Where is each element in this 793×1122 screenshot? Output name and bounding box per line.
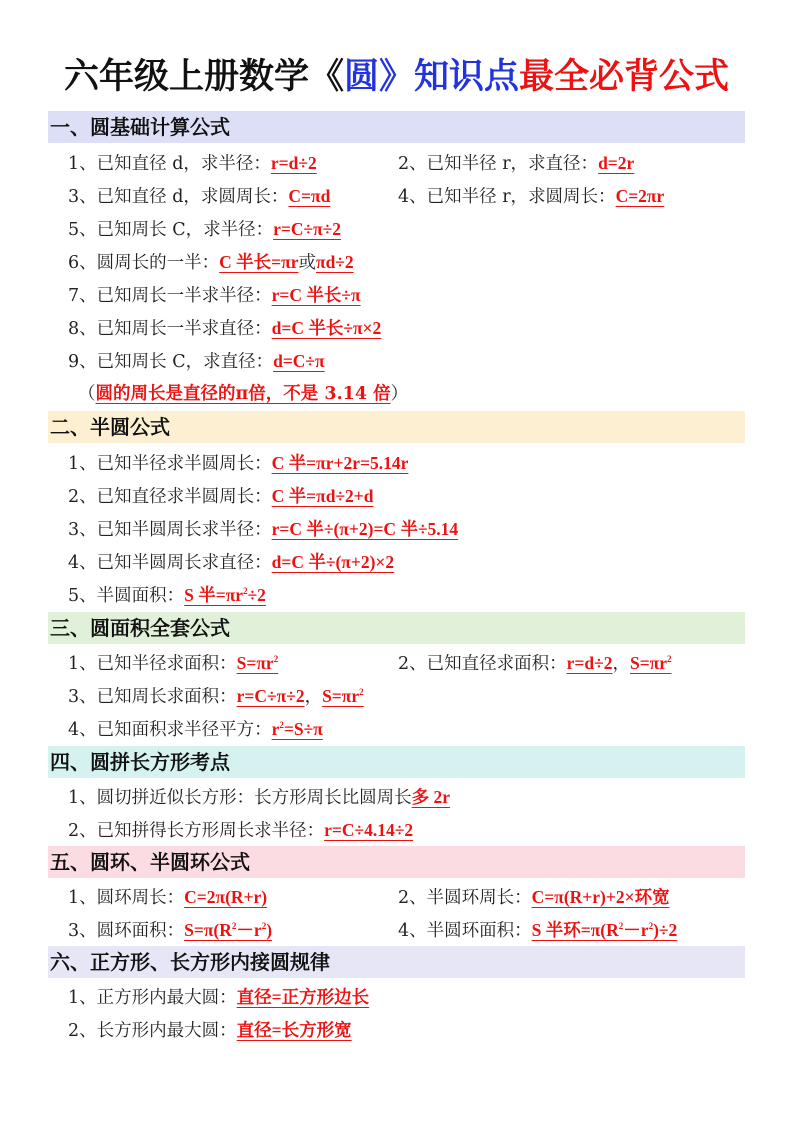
formula-answer-alt: πd÷2 [315, 252, 354, 272]
formula-separator: ， [304, 687, 323, 707]
formula-label: 8、已知周长一半求直径： [68, 319, 272, 339]
formula-line [68, 581, 266, 610]
formula-answer-part: S 半环=π(R [531, 920, 619, 940]
formula-line [68, 816, 413, 845]
page-title [0, 52, 793, 102]
formula-label: 5、半圆面积： [68, 586, 185, 606]
formula-label: 1、正方形内最大圆： [68, 988, 237, 1008]
superscript: 2 [261, 921, 267, 932]
formula-answer: r=C÷4.14÷2 [324, 820, 414, 840]
formula-answer: d=C÷π [273, 351, 325, 371]
section-heading-semicircle: 二、半圆公式 [48, 411, 745, 443]
formula-answer: d=C 半÷(π+2)×2 [271, 552, 395, 572]
superscript: 2 [273, 654, 279, 665]
formula-line [68, 281, 361, 310]
formula-label: 6、圆周长的一半： [68, 253, 220, 273]
formula-line [68, 715, 323, 744]
formula-line [68, 149, 317, 178]
superscript: 2 [279, 720, 284, 731]
formula-answer: r=C 半÷(π+2)=C 半÷5.14 [271, 519, 459, 539]
formula-label: 1、圆切拼近似长方形：长方形周长比圆周长 [68, 788, 412, 808]
formula-label: 4、半圆环面积： [398, 921, 532, 941]
formula-label: 1、已知半径求面积： [68, 654, 237, 674]
formula-label: 1、已知半径求半圆周长： [68, 454, 272, 474]
superscript: 2 [359, 687, 364, 698]
formula-answer: C=πd [288, 186, 331, 206]
formula-label: 2、已知拼得长方形周长求半径： [68, 821, 325, 841]
formula-line [68, 983, 369, 1012]
formula-answer-part: －r [623, 920, 649, 940]
formula-answer [184, 585, 266, 605]
superscript: 2 [231, 921, 237, 932]
formula-line [68, 1016, 352, 1045]
title-part-3: 》知识点 [379, 57, 520, 97]
formula-label: 3、圆环面积： [68, 921, 185, 941]
section-heading-basic: 一、圆基础计算公式 [48, 111, 745, 143]
superscript: 2 [667, 654, 672, 665]
formula-line [398, 649, 672, 678]
formula-label: 1、圆环周长： [68, 888, 185, 908]
formula-label: 4、已知半圆周长求直径： [68, 553, 272, 573]
formula-answer: 多 2r [411, 787, 451, 807]
formula-answer: 直径=正方形边长 [236, 987, 370, 1007]
formula-label: 2、已知直径求半圆周长： [68, 487, 272, 507]
formula-label: 3、已知直径 d，求圆周长： [68, 187, 289, 207]
formula-line [68, 482, 374, 511]
formula-label: 2、长方形内最大圆： [68, 1021, 237, 1041]
formula-answer-part: S=π(R [184, 920, 232, 940]
formula-line [68, 548, 394, 577]
formula-answer [272, 719, 323, 739]
formula-answer [184, 920, 272, 940]
formula-label: 9、已知周长 C，求直径： [68, 352, 274, 372]
formula-label: 4、已知半径 r，求圆周长： [398, 187, 616, 207]
formula-line [68, 682, 364, 711]
formula-answer-part: S=πr [629, 653, 668, 673]
formula-label: 4、已知面积求半径平方： [68, 720, 272, 740]
formula-answer-part: r [271, 719, 280, 739]
formula-label: 1、已知直径 d，求半径： [68, 154, 271, 174]
formula-line [68, 883, 267, 912]
formula-line [68, 783, 450, 812]
formula-answer: r=C÷π÷2 [273, 219, 342, 239]
formula-answer: r=d÷2 [566, 653, 613, 673]
formula-answer: C=π(R+r)+2×环宽 [531, 887, 670, 907]
section-heading-inscribed: 六、正方形、长方形内接圆规律 [48, 946, 745, 978]
formula-answer: r=C÷π÷2 [236, 686, 305, 706]
title-part-1: 六年级上册数学《 [63, 57, 344, 97]
formula-answer: d=C 半长÷π×2 [271, 318, 382, 338]
formula-label: 7、已知周长一半求半径： [68, 286, 272, 306]
note-line [78, 380, 408, 408]
formula-line [398, 883, 670, 912]
formula-answer-part: )÷2 [653, 920, 678, 940]
superscript: 2 [618, 921, 624, 932]
note-close-paren: ） [390, 384, 409, 404]
formula-line [398, 916, 677, 945]
formula-label: 5、已知周长 C，求半径： [68, 220, 274, 240]
section-heading-area: 三、圆面积全套公式 [48, 612, 745, 644]
formula-answer-part: ) [266, 920, 273, 940]
formula-line [398, 182, 664, 211]
section-heading-ring: 五、圆环、半圆环公式 [48, 846, 745, 878]
note-open-paren: （ [78, 384, 96, 404]
formula-label: 2、已知半径 r，求直径： [398, 154, 599, 174]
formula-answer: 直径=长方形宽 [236, 1020, 352, 1040]
formula-label: 2、半圆环周长： [398, 888, 532, 908]
title-part-4: 最全必背公式 [519, 57, 730, 97]
formula-line [68, 649, 278, 678]
superscript: 2 [243, 586, 248, 597]
formula-line [68, 916, 272, 945]
formula-answer [322, 686, 364, 706]
formula-answer-part: －r [236, 920, 262, 940]
formula-answer-part: ÷2 [247, 585, 266, 605]
formula-answer-part: S=πr [322, 686, 360, 706]
formula-line [68, 248, 354, 277]
formula-answer: C=2πr [615, 186, 665, 206]
formula-answer-part: S=πr [236, 653, 274, 673]
formula-line [68, 314, 381, 343]
formula-line [398, 149, 634, 178]
formula-line [68, 347, 325, 376]
formula-label: 2、已知直径求面积： [398, 654, 567, 674]
formula-line [68, 182, 330, 211]
formula-line [68, 215, 341, 244]
formula-answer: C=2π(R+r) [184, 887, 268, 907]
section-heading-rectangle: 四、圆拼长方形考点 [48, 746, 745, 778]
formula-answer [237, 653, 279, 673]
formula-answer: C 半长=πr [219, 252, 299, 272]
formula-answer-part: =S÷π [283, 719, 323, 739]
formula-answer: d=2r [598, 153, 635, 173]
formula-line [68, 449, 408, 478]
formula-connector: 或 [298, 253, 316, 273]
note-text: 圆的周长是直径的π倍，不是 3.14 倍 [95, 384, 391, 404]
formula-answer: r=C 半长÷π [271, 285, 361, 305]
formula-label: 3、已知半圆周长求半径： [68, 520, 272, 540]
formula-answer [630, 653, 672, 673]
formula-answer: r=d÷2 [270, 153, 317, 173]
formula-answer-part: S 半=πr [184, 585, 244, 605]
title-part-2: 圆 [343, 57, 379, 97]
formula-separator: ， [612, 654, 630, 674]
formula-label: 3、已知周长求面积： [68, 687, 237, 707]
formula-line [68, 515, 458, 544]
formula-answer: C 半=πd÷2+d [271, 486, 374, 506]
superscript: 2 [648, 921, 654, 932]
formula-answer [532, 920, 678, 940]
formula-answer: C 半=πr+2r=5.14r [271, 453, 409, 473]
